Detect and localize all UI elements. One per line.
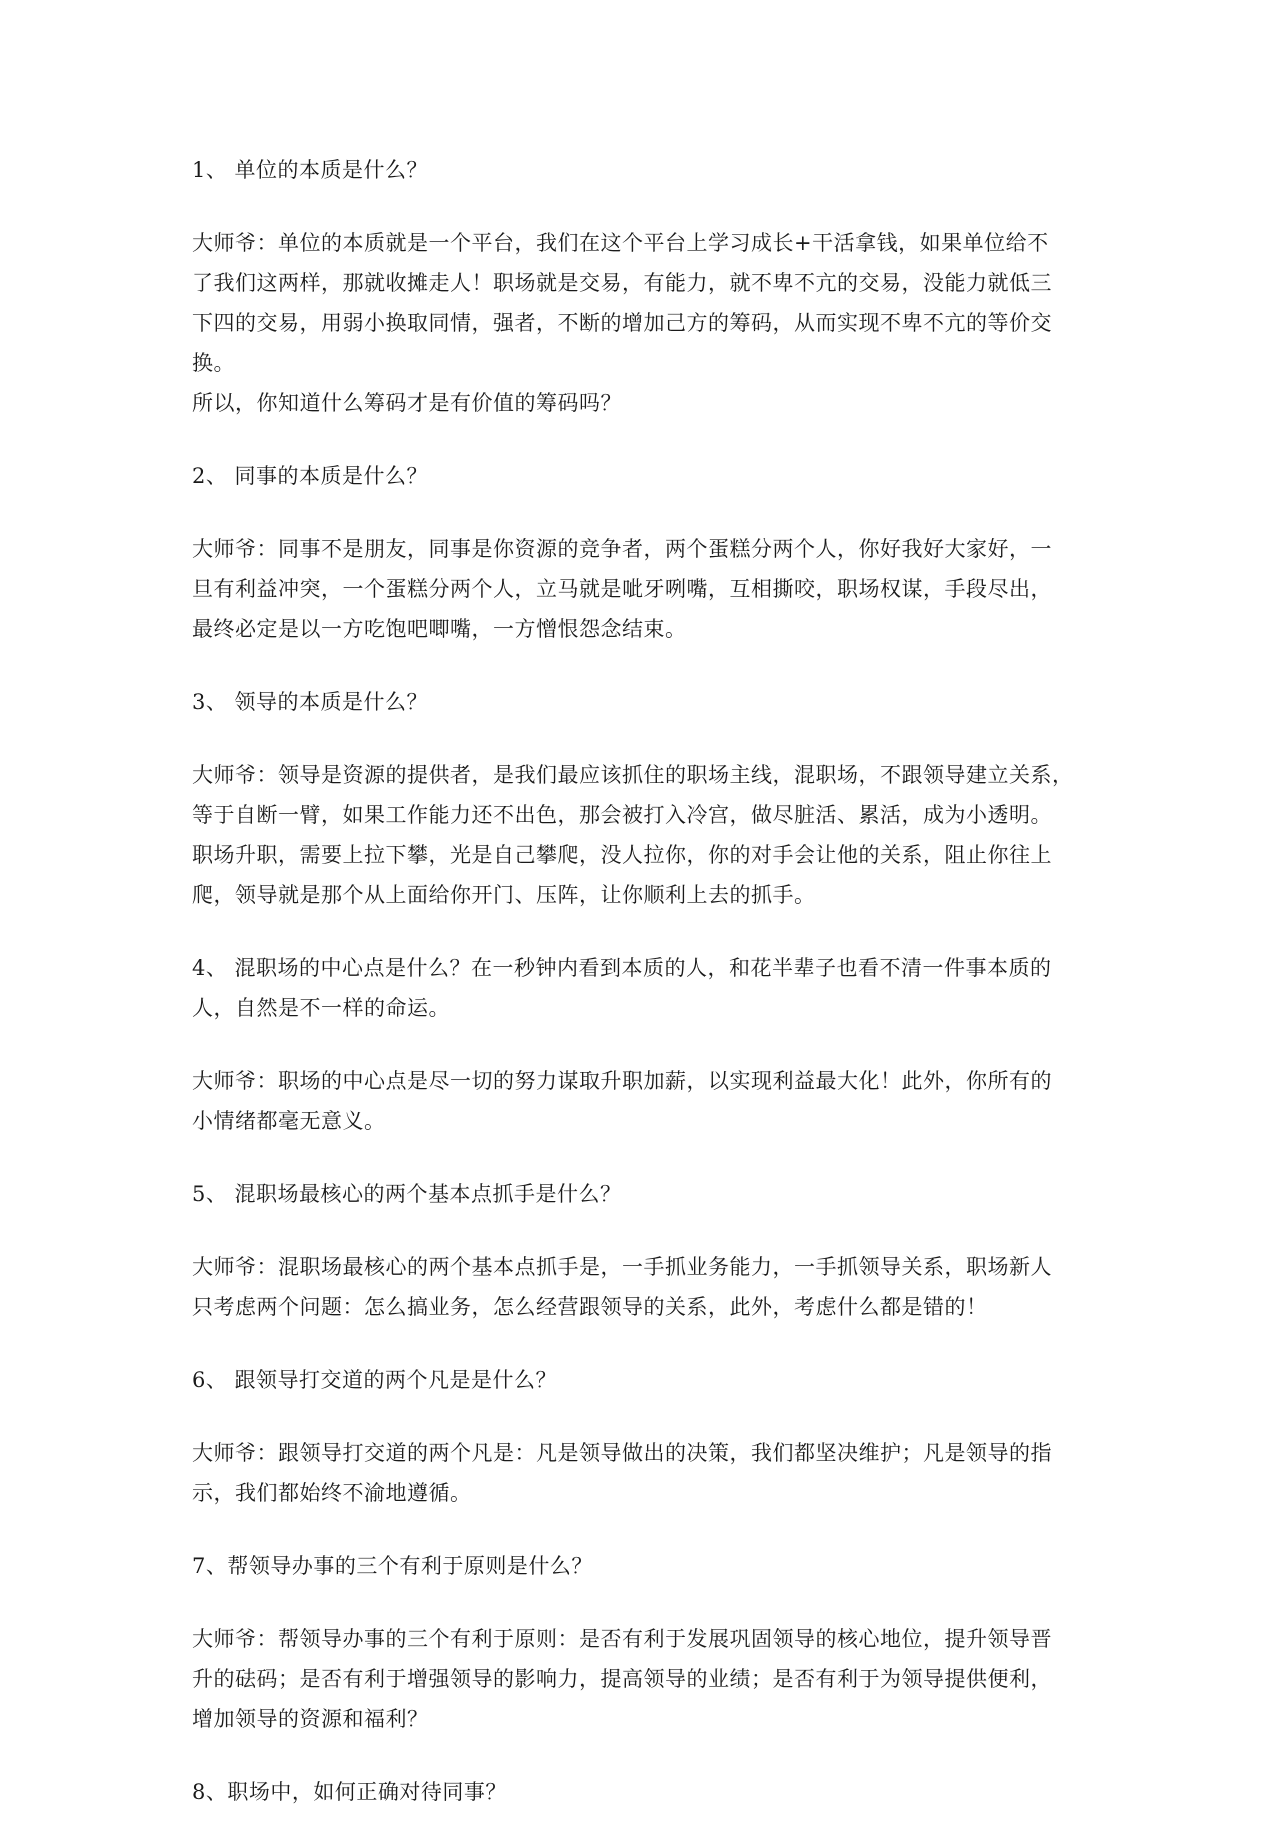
answer-5 (192, 1247, 1092, 1327)
answer-line: 下四的交易，用弱小换取同情，强者，不断的增加己方的筹码，从而实现不卑不亢的等价交 (192, 311, 1052, 335)
answer-line: 示，我们都始终不渝地遵循。 (192, 1481, 472, 1505)
question-line: 2、 同事的本质是什么？ (192, 464, 429, 488)
answer-line: 等于自断一臂，如果工作能力还不出色，那会被打入冷宫，做尽脏活、累活，成为小透明。 (192, 803, 1052, 827)
question-4 (192, 948, 1092, 1028)
question-line: 4、 混职场的中心点是什么？在一秒钟内看到本质的人，和花半辈子也看不清一件事本质的 (192, 956, 1052, 980)
document-page (192, 150, 1092, 1845)
question-1 (192, 150, 1092, 190)
question-3 (192, 682, 1092, 722)
question-line: 6、 跟领导打交道的两个凡是是什么？ (192, 1368, 558, 1392)
answer-line: 大师爷：领导是资源的提供者，是我们最应该抓住的职场主线，混职场，不跟领导建立关系， (192, 763, 1074, 787)
answer-line: 爬，领导就是那个从上面给你开门、压阵，让你顺利上去的抓手。 (192, 883, 816, 907)
answer-line: 增加领导的资源和福利？ (192, 1707, 429, 1731)
answer-line: 换。 (192, 351, 235, 375)
question-line: 7、帮领导办事的三个有利于原则是什么？ (192, 1554, 593, 1578)
answer-line: 大师爷：职场的中心点是尽一切的努力谋取升职加薪，以实现利益最大化！此外，你所有的 (192, 1069, 1052, 1093)
answer-line: 大师爷：帮领导办事的三个有利于原则：是否有利于发展巩固领导的核心地位，提升领导晋 (192, 1627, 1052, 1651)
answer-line: 小情绪都毫无意义。 (192, 1109, 386, 1133)
question-line: 3、 领导的本质是什么？ (192, 690, 429, 714)
question-7 (192, 1546, 1092, 1586)
answer-line: 只考虑两个问题：怎么搞业务，怎么经营跟领导的关系，此外，考虑什么都是错的！ (192, 1295, 988, 1319)
question-6 (192, 1360, 1092, 1400)
answer-2 (192, 529, 1092, 649)
answer-line: 职场升职，需要上拉下攀，光是自己攀爬，没人拉你，你的对手会让他的关系，阻止你往上 (192, 843, 1052, 867)
answer-line: 了我们这两样，那就收摊走人！职场就是交易，有能力，就不卑不亢的交易，没能力就低三 (192, 271, 1052, 295)
answer-line: 升的砝码；是否有利于增强领导的影响力，提高领导的业绩；是否有利于为领导提供便利， (192, 1667, 1052, 1691)
question-8 (192, 1772, 1092, 1812)
answer-line: 大师爷：单位的本质就是一个平台，我们在这个平台上学习成长+干活拿钱，如果单位给不 (192, 231, 1049, 255)
question-line: 人，自然是不一样的命运。 (192, 996, 450, 1020)
answer-line: 所以，你知道什么筹码才是有价值的筹码吗？ (192, 391, 622, 415)
question-line: 8、职场中，如何正确对待同事？ (192, 1780, 507, 1804)
answer-6 (192, 1433, 1092, 1513)
question-line: 1、 单位的本质是什么？ (192, 158, 429, 182)
answer-3 (192, 755, 1092, 915)
answer-line: 最终必定是以一方吃饱吧唧嘴，一方憎恨怨念结束。 (192, 617, 687, 641)
question-5 (192, 1174, 1092, 1214)
answer-line: 大师爷：跟领导打交道的两个凡是：凡是领导做出的决策，我们都坚决维护；凡是领导的指 (192, 1441, 1052, 1465)
answer-line: 大师爷：同事不是朋友，同事是你资源的竞争者，两个蛋糕分两个人，你好我好大家好，一 (192, 537, 1052, 561)
answer-line: 旦有利益冲突，一个蛋糕分两个人，立马就是呲牙咧嘴，互相撕咬，职场权谋，手段尽出， (192, 577, 1052, 601)
answer-7 (192, 1619, 1092, 1739)
answer-line: 大师爷：混职场最核心的两个基本点抓手是，一手抓业务能力，一手抓领导关系，职场新人 (192, 1255, 1052, 1279)
question-2 (192, 456, 1092, 496)
answer-4 (192, 1061, 1092, 1141)
answer-1 (192, 223, 1092, 423)
question-line: 5、 混职场最核心的两个基本点抓手是什么？ (192, 1182, 622, 1206)
